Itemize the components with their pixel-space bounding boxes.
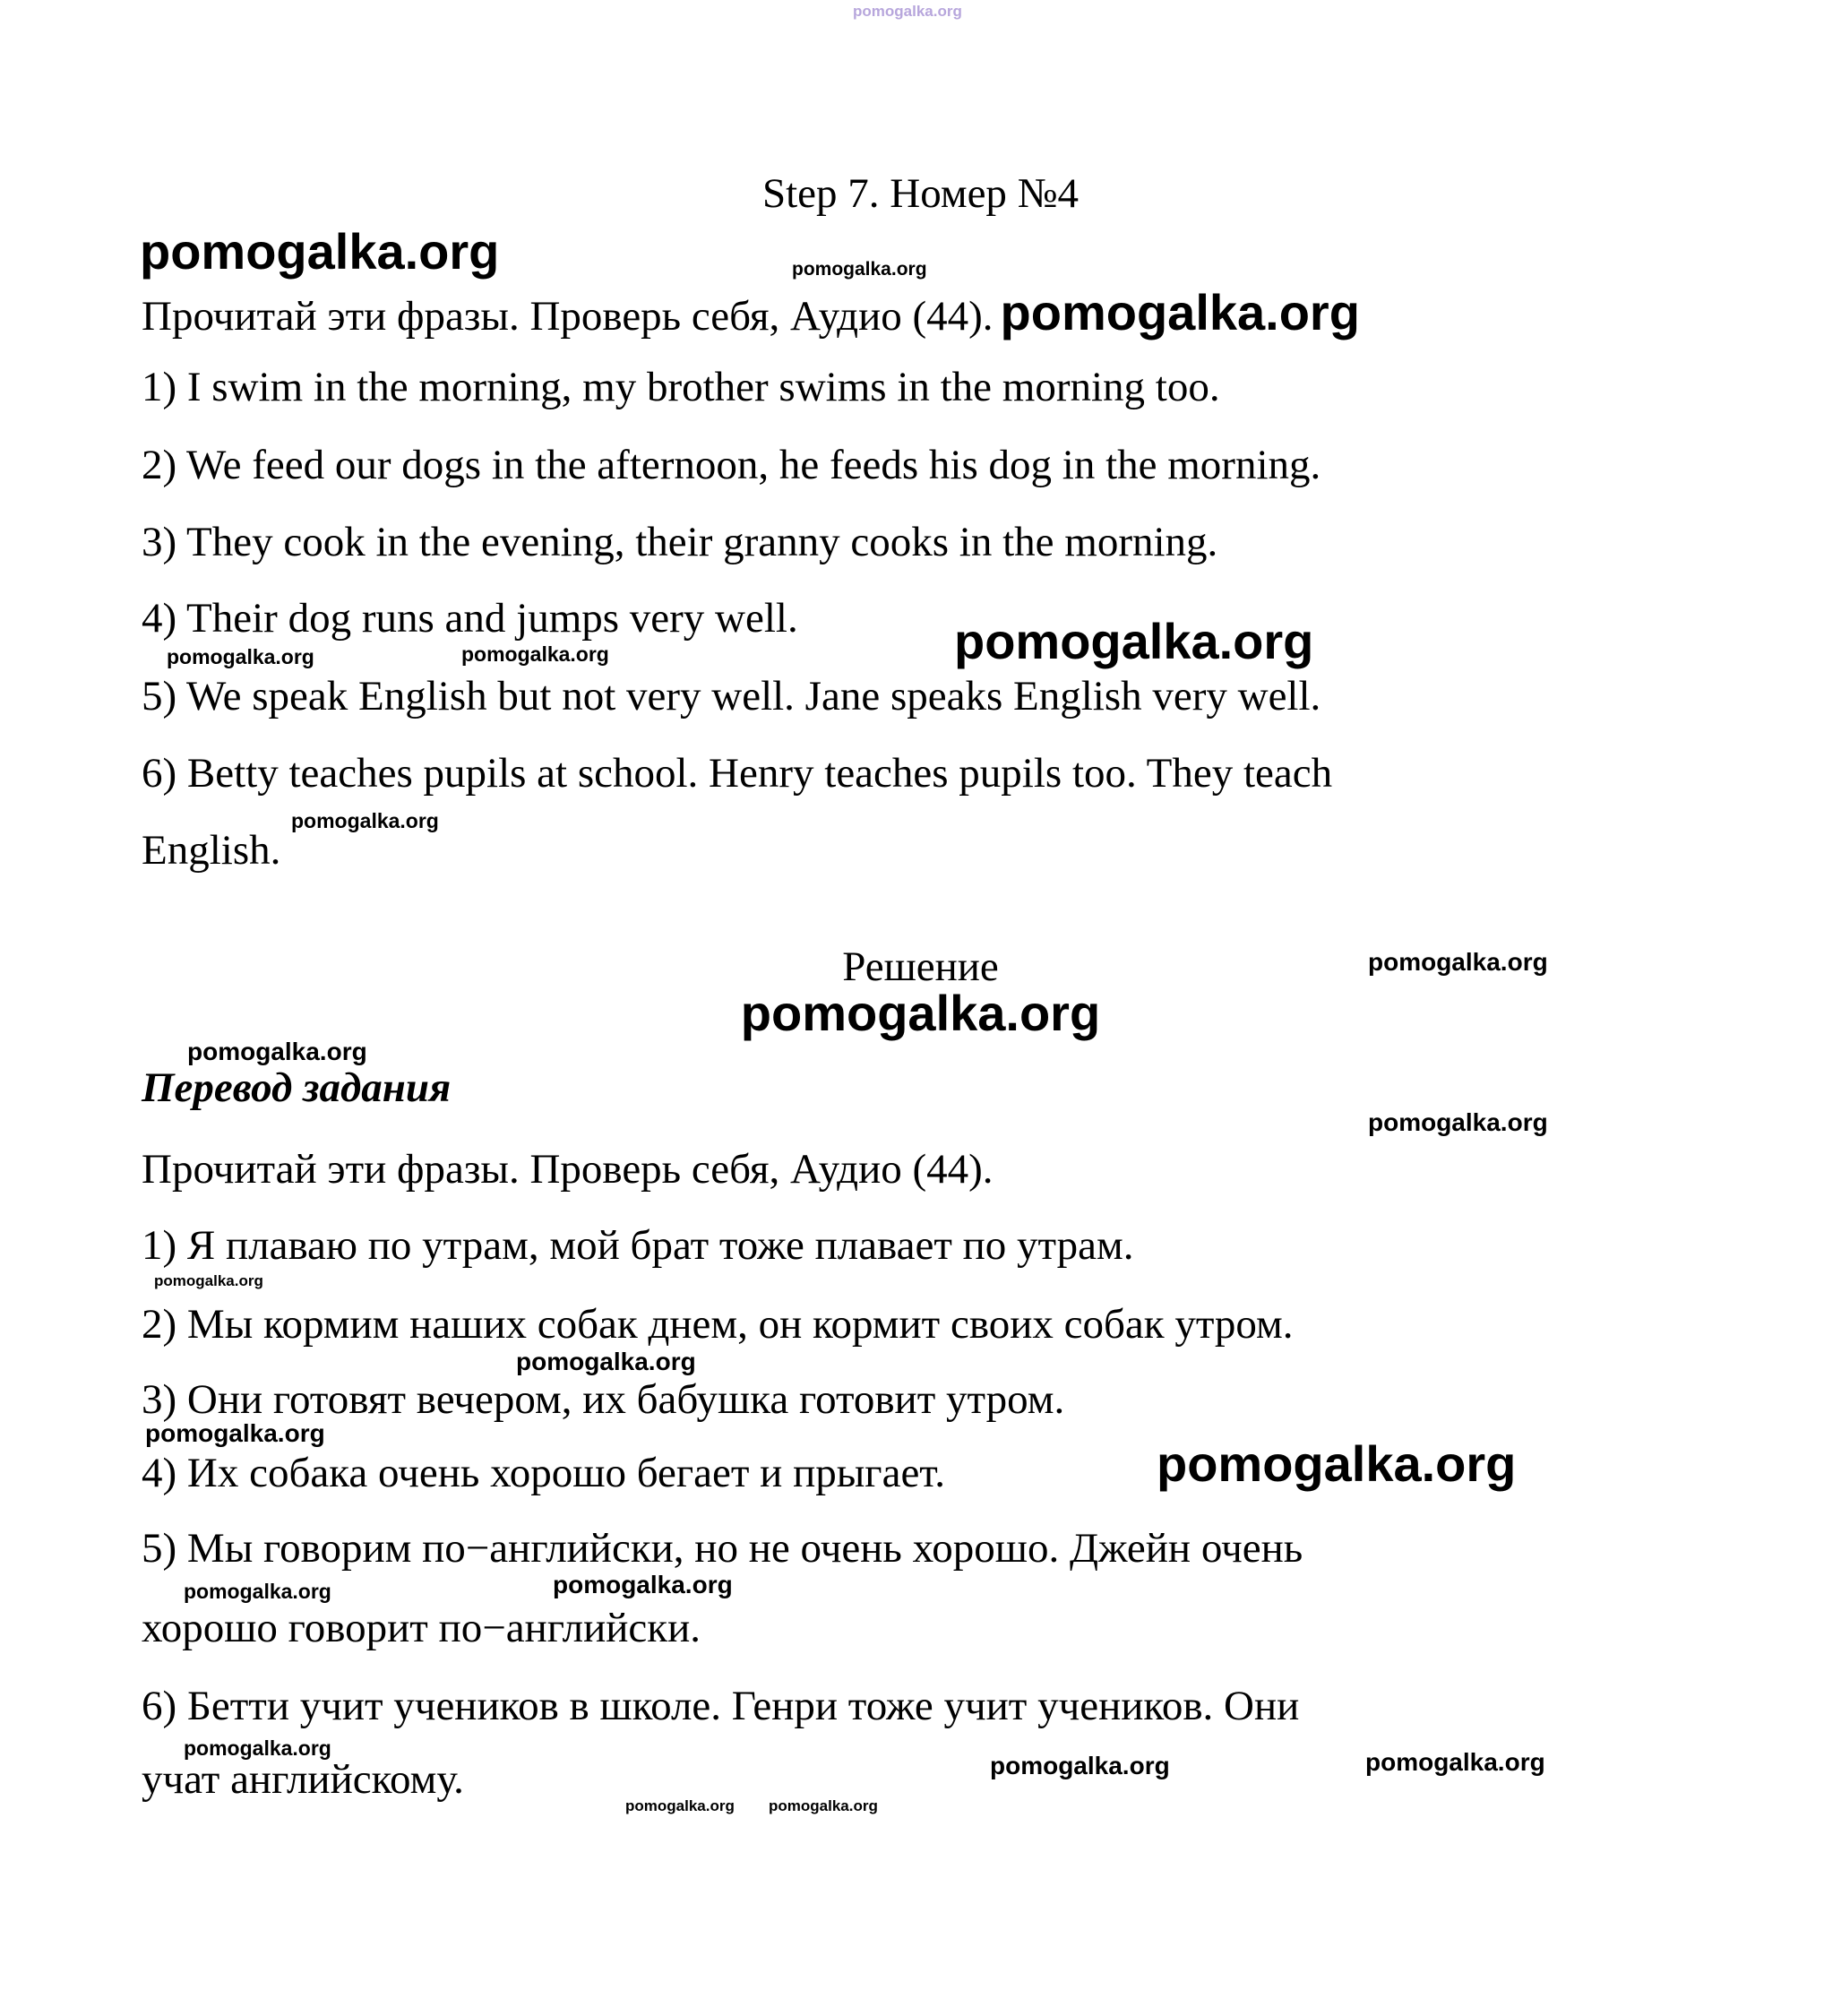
watermark: pomogalka.org (853, 3, 962, 20)
translation-heading: Перевод задания (142, 1064, 452, 1111)
watermark: pomogalka.org (1000, 284, 1360, 340)
watermark: pomogalka.org (553, 1571, 733, 1598)
page-title: Step 7. Номер №4 (761, 170, 1080, 217)
translation-line-ru-1: 1) Я плаваю по утрам, мой брат тоже плавает по утрам. (142, 1222, 1134, 1269)
watermark: pomogalka.org (516, 1348, 696, 1375)
watermark: pomogalka.org (990, 1752, 1170, 1779)
translation-line-ru-4: 4) Их собака очень хорошо бегает и прыгает. (142, 1450, 946, 1496)
watermark: pomogalka.org (1368, 1108, 1548, 1136)
translation-line-ru-3: 3) Они готовят вечером, их бабушка готовит утром. (142, 1376, 1065, 1423)
watermark: pomogalka.org (1368, 948, 1548, 976)
translation-line-ru-5: 5) Мы говорим по−английски, но не очень хорошо. Джейн очень (142, 1525, 1303, 1572)
solution-heading: Решение (842, 943, 999, 990)
watermark: pomogalka.org (167, 645, 314, 668)
watermark: pomogalka.org (740, 985, 1101, 1041)
watermark: pomogalka.org (954, 613, 1314, 669)
translation-line-ru-6: 6) Бетти учит учеников в школе. Генри тоже учит учеников. Они (142, 1683, 1300, 1729)
exercise-line-en-4: 4) Their dog runs and jumps very well. (142, 595, 798, 642)
watermark: pomogalka.org (140, 223, 500, 280)
task-intro-row (142, 282, 1360, 342)
exercise-line-en-5: 5) We speak English but not very well. Jane speaks English very well. (142, 673, 1321, 719)
exercise-line-en-6-cont: English. (142, 827, 281, 874)
watermark: pomogalka.org (1365, 1748, 1545, 1776)
watermark: pomogalka.org (291, 809, 439, 832)
watermark: pomogalka.org (187, 1038, 367, 1065)
watermark: pomogalka.org (154, 1272, 263, 1289)
translation-line-ru-2: 2) Мы кормим наших собак днем, он кормит своих собак утром. (142, 1301, 1294, 1348)
exercise-line-en-2: 2) We feed our dogs in the afternoon, he feeds his dog in the morning. (142, 442, 1321, 488)
watermark: pomogalka.org (792, 259, 927, 280)
watermark: pomogalka.org (769, 1797, 878, 1814)
translation-line-ru-6-cont: учат английскому. (142, 1756, 464, 1803)
watermark: pomogalka.org (184, 1580, 331, 1603)
watermark: pomogalka.org (625, 1797, 735, 1814)
exercise-line-en-3: 3) They cook in the evening, their granny cooks in the morning. (142, 519, 1218, 565)
exercise-line-en-1: 1) I swim in the morning, my brother swims in the morning too. (142, 364, 1220, 410)
translation-intro: Прочитай эти фразы. Проверь себя, Аудио (44). (142, 1146, 994, 1193)
translation-line-ru-5-cont: хорошо говорит по−английски. (142, 1605, 701, 1651)
task-intro-text: Прочитай эти фразы. Проверь себя, Аудио (44). (142, 293, 994, 340)
watermark: pomogalka.org (461, 642, 609, 666)
watermark: pomogalka.org (1157, 1435, 1517, 1492)
exercise-line-en-6: 6) Betty teaches pupils at school. Henry teaches pupils too. They teach (142, 750, 1333, 797)
watermark: pomogalka.org (184, 1736, 331, 1760)
watermark: pomogalka.org (145, 1419, 325, 1447)
